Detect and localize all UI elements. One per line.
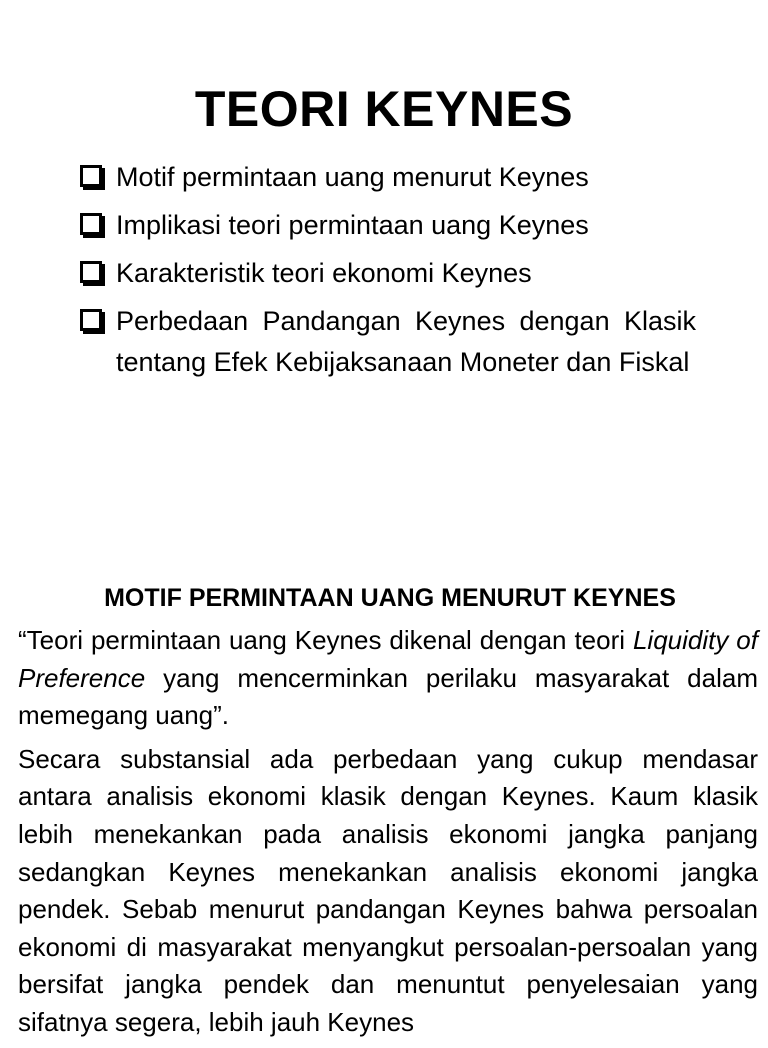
list-item <box>78 157 696 198</box>
section-heading: MOTIF PERMINTAAN UANG MENURUT KEYNES <box>104 584 676 612</box>
list-item-text: Implikasi teori permintaan uang Keynes <box>116 210 589 240</box>
checkbox-bullet-icon <box>80 261 102 283</box>
quote-text-before: “Teori permintaan uang Keynes dikenal dengan teori <box>18 625 633 655</box>
topic-list <box>78 157 696 390</box>
slide-title: TEORI KEYNES <box>194 81 574 137</box>
checkbox-bullet-icon <box>80 309 102 331</box>
list-item <box>78 205 696 246</box>
section-body <box>18 622 758 1048</box>
checkbox-bullet-icon <box>80 213 102 235</box>
list-item-text: Karakteristik teori ekonomi Keynes <box>116 258 532 288</box>
quote-text-after: yang mencerminkan perilaku masyarakat dalam memegang uang”. <box>18 662 758 731</box>
quote-paragraph <box>18 622 758 735</box>
list-item <box>78 301 696 383</box>
list-item-text: Perbedaan Pandangan Keynes dengan Klasik tentang Efek Kebijaksanaan Moneter dan Fiskal <box>116 306 696 377</box>
quote-italic-term: Liquidity of Preference <box>18 625 758 693</box>
checkbox-bullet-icon <box>80 165 102 187</box>
body-paragraph: Secara substansial ada perbedaan yang cukup mendasar antara analisis ekonomi klasik dengan Keynes. Kaum klasik lebih menekankan pada analisis ekonomi jangka panjang sedangkan Keynes menekankan analisis ekonomi jangka pendek. Sebab menurut pandangan Keynes bahwa persoalan ekonomi di masyarakat menyangkut persoalan-persoalan yang bersifat jangka pendek dan menuntut penyelesaian yang sifatnya segera, lebih jauh Keynes <box>18 743 758 1037</box>
list-item-text: Motif permintaan uang menurut Keynes <box>116 162 589 192</box>
list-item <box>78 253 696 294</box>
